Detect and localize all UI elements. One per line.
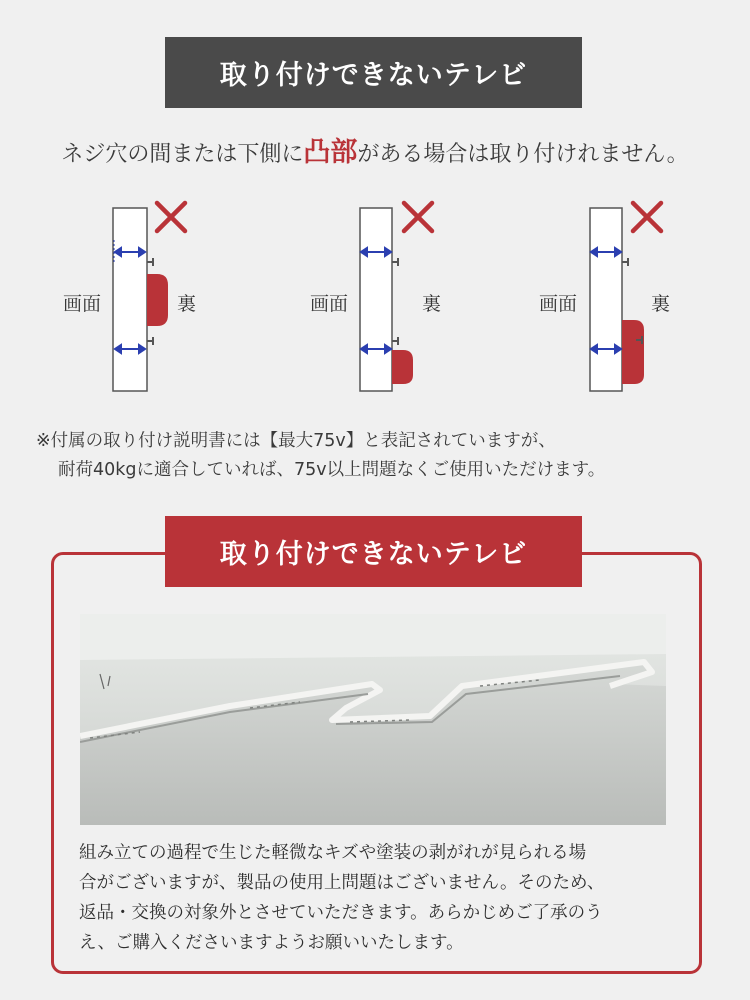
notice-line-3: 返品・交換の対象外とさせていただきます。あらかじめご了承のう — [79, 903, 603, 923]
bracket-closeup-photo — [80, 614, 666, 825]
cross-icon — [152, 198, 192, 238]
diagram-bump-below-lower-hole — [307, 200, 527, 400]
back-label: 裏 — [177, 293, 197, 315]
warning-text — [0, 130, 750, 169]
notice-line-1: 組み立ての過程で生じた軽微なキズや塗装の剥がれが見られる場 — [79, 843, 587, 863]
notice-line-2: 合がございますが、製品の使用上問題はございません。そのため、 — [79, 873, 605, 893]
warning-suffix: がある場合は取り付けれません。 — [357, 142, 689, 167]
diagram-bump-between-holes — [60, 200, 280, 400]
notice-title-banner — [165, 516, 582, 587]
notice-title: 取り付けできないテレビ — [219, 539, 528, 570]
back-label: 裏 — [422, 293, 442, 315]
back-label: 裏 — [651, 293, 671, 315]
screen-label: 画面 — [310, 293, 349, 315]
footnote — [36, 427, 736, 485]
footnote-line-1: ※付属の取り付け説明書には【最大75v】と表記されていますが、 — [36, 431, 556, 451]
section-title: 取り付けできないテレビ — [219, 60, 528, 91]
diagram-bump-spanning-lower-hole — [536, 200, 750, 400]
cross-icon — [628, 198, 668, 238]
screen-label: 画面 — [63, 293, 102, 315]
notice-line-4: え、ご購入くださいますようお願いいたします。 — [79, 933, 464, 953]
cross-icon — [399, 198, 439, 238]
warning-emphasis: 凸部 — [303, 137, 358, 168]
screen-label: 画面 — [539, 293, 578, 315]
warning-prefix: ネジ穴の間または下側に — [61, 142, 304, 167]
section-title-banner — [165, 37, 582, 108]
notice-body — [79, 838, 679, 958]
footnote-line-2: 耐荷40kgに適合していれば、75v以上問題なくご使用いただけます。 — [58, 460, 606, 480]
